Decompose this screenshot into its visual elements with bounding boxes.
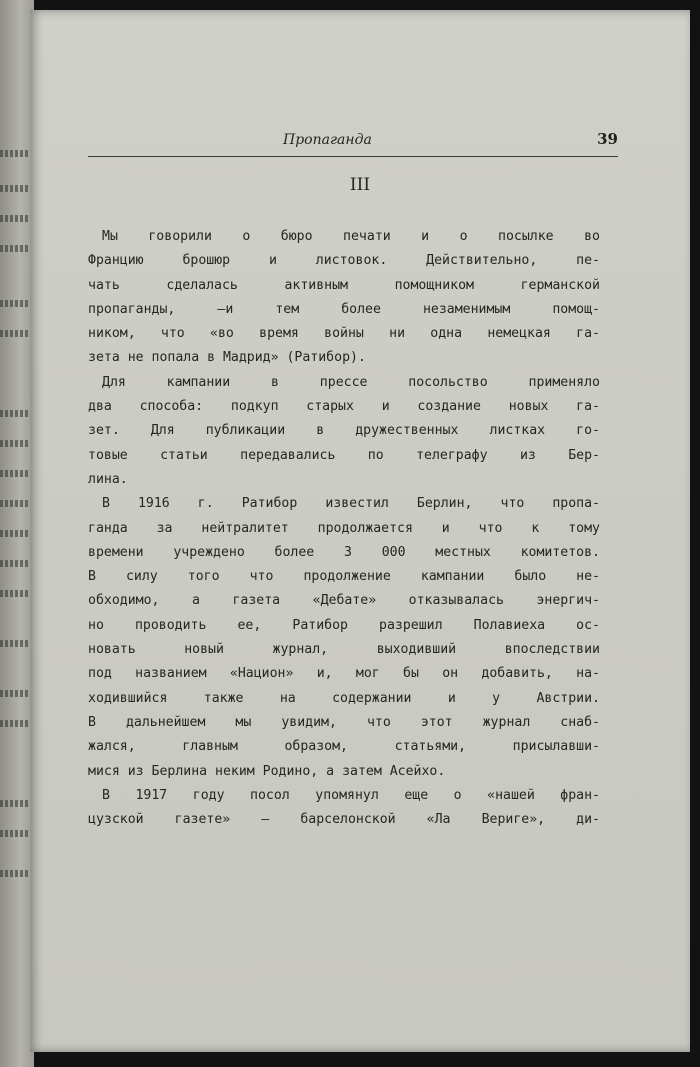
page-header: [88, 130, 618, 157]
text-line: В 1916 г. Ратибор известил Берлин, что пропа-: [102, 496, 600, 512]
paragraph: [88, 371, 600, 492]
text-line: В дальнейшем мы увидим, что этот журнал снаб-: [88, 714, 600, 730]
text-line: обходимо, а газета «Дебате» отказывалась энергич-: [88, 593, 600, 609]
text-line: Для кампании в прессе посольство применяло: [102, 374, 600, 390]
text-line: ганда за нейтралитет продолжается и что к тому: [88, 520, 600, 536]
page-number: 39: [597, 130, 618, 148]
paragraph: [88, 225, 600, 371]
text-line: В силу того что продолжение кампании было не-: [88, 569, 600, 585]
section-heading: III: [349, 175, 371, 195]
text-line: мися из Берлина неким Родино, а затем Асейхо.: [88, 763, 446, 779]
left-page-edge: [0, 0, 34, 1067]
text-line: два способа: подкуп старых и создание новых га-: [88, 399, 600, 415]
text-line: цузской газете» — барселонской «Ла Вериге», ди-: [88, 812, 600, 828]
paragraph: [88, 492, 600, 784]
text-line: чать сделалась активным помощником германской: [88, 277, 600, 293]
running-title: Пропаганда: [283, 132, 372, 148]
text-line: времени учреждено более 3 000 местных комитетов.: [88, 544, 600, 560]
text-line: Мы говорили о бюро печати и о посылке во: [102, 229, 600, 244]
text-line: новать новый журнал, выходивший впоследствии: [88, 642, 600, 658]
text-line: зета не попала в Мадрид» (Ратибор).: [88, 350, 366, 366]
text-line: но проводить ее, Ратибор разрешил Полавиеха ос-: [88, 617, 600, 633]
text-line: пропаганды, —и тем более незаменимым помощ-: [88, 301, 600, 317]
text-line: В 1917 году посол упомянул еще о «нашей фран-: [102, 787, 600, 803]
paragraph: [88, 784, 600, 833]
text-line: товые статьи передавались по телеграфу из Бер-: [88, 447, 600, 463]
text-line: зет. Для публикации в дружественных листках го-: [88, 423, 600, 439]
text-line: жался, главным образом, статьями, присылавши-: [88, 739, 600, 755]
body-text: [88, 225, 600, 832]
text-line: лина.: [88, 471, 128, 487]
text-line: ходившийся также на содержании и у Австрии.: [88, 690, 600, 706]
text-line: ником, что «во время войны ни одна немецкая га-: [88, 326, 600, 342]
book-page: [30, 10, 690, 1052]
text-line: под названием «Национ» и, мог бы он добавить, на-: [88, 666, 600, 682]
text-line: Францию брошюр и листовок. Действительно, пе-: [88, 253, 600, 269]
